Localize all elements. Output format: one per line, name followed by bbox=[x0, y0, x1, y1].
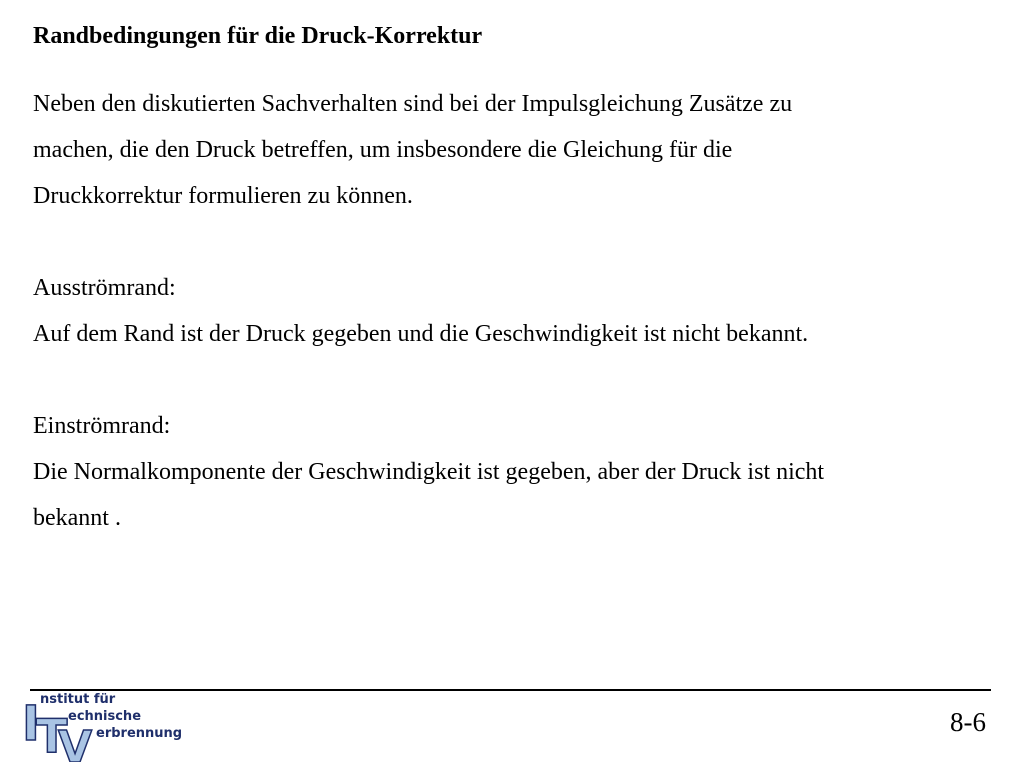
inflow-line-1: Die Normalkomponente der Geschwindigkeit ist gegeben, aber der Druck ist nicht bbox=[33, 459, 825, 485]
institute-logo bbox=[20, 690, 195, 762]
logo-text-line-3: erbrennung bbox=[96, 726, 183, 741]
logo-letter-v: V bbox=[58, 722, 93, 762]
logo-letter-t: T bbox=[36, 709, 68, 762]
inflow-heading: Einströmrand: bbox=[33, 413, 171, 439]
outflow-text: Auf dem Rand ist der Druck gegeben und die Geschwindigkeit ist nicht bekannt. bbox=[33, 321, 809, 347]
intro-line-2: machen, die den Druck betreffen, um insbesondere die Gleichung für die bbox=[33, 137, 733, 163]
logo-text-line-2: echnische bbox=[68, 709, 142, 724]
logo-letter-i: I bbox=[22, 696, 40, 752]
slide-title: Randbedingungen für die Druck-Korrektur bbox=[33, 23, 483, 49]
intro-line-3: Druckkorrektur formulieren zu können. bbox=[33, 183, 413, 209]
outflow-heading: Ausströmrand: bbox=[33, 275, 176, 301]
logo-text-line-1: nstitut für bbox=[40, 692, 116, 707]
inflow-line-2: bekannt . bbox=[33, 505, 121, 531]
intro-line-1: Neben den diskutierten Sachverhalten sind bei der Impulsgleichung Zusätze zu bbox=[33, 91, 793, 117]
page-number: 8-6 bbox=[950, 707, 986, 737]
